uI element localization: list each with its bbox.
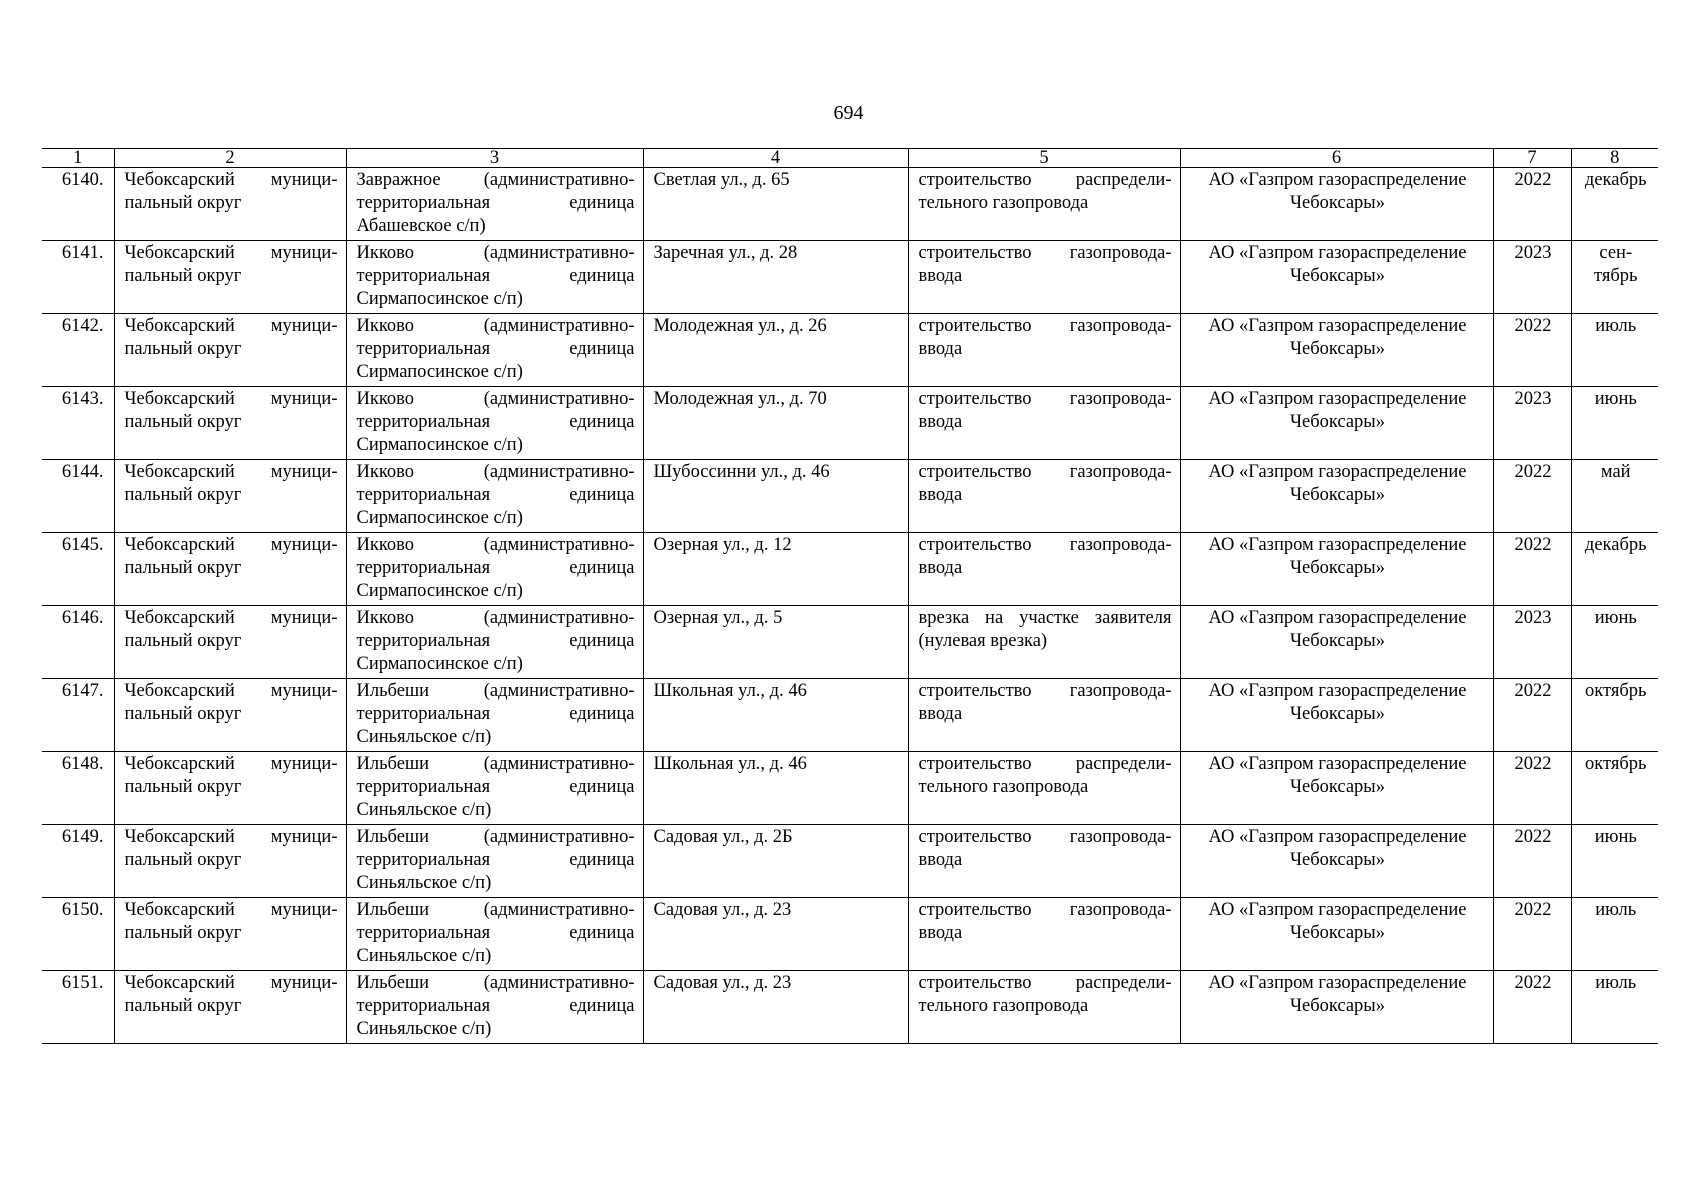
district-cell: Чебоксарский муници-пальный округ	[114, 752, 346, 825]
column-number-row	[42, 149, 1658, 168]
row-number-cell: 6141.	[42, 241, 114, 314]
table-row	[42, 387, 1658, 460]
district-cell: Чебоксарский муници-пальный округ	[114, 898, 346, 971]
row-number-cell: 6145.	[42, 533, 114, 606]
row-number-cell: 6149.	[42, 825, 114, 898]
work-type-cell: строительство газопровода-ввода	[908, 679, 1180, 752]
year-cell: 2023	[1493, 241, 1571, 314]
year-cell: 2022	[1493, 314, 1571, 387]
address-cell: Озерная ул., д. 5	[643, 606, 908, 679]
district-cell: Чебоксарский муници-пальный округ	[114, 533, 346, 606]
work-type-cell: строительство газопровода-ввода	[908, 898, 1180, 971]
month-cell: декабрь	[1571, 168, 1658, 241]
district-cell: Чебоксарский муници-пальный округ	[114, 460, 346, 533]
table-row	[42, 533, 1658, 606]
column-number: 7	[1493, 149, 1571, 168]
address-cell: Садовая ул., д. 23	[643, 971, 908, 1044]
table-row	[42, 898, 1658, 971]
settlement-cell: Икково (административно-территориальная единица Сирмапосинское с/п)	[346, 460, 643, 533]
column-number: 5	[908, 149, 1180, 168]
work-type-cell: строительство распредели-тельного газопровода	[908, 752, 1180, 825]
organization-cell: АО «Газпром газораспределение Чебоксары»	[1180, 387, 1493, 460]
organization-cell: АО «Газпром газораспределение Чебоксары»	[1180, 679, 1493, 752]
column-number: 3	[346, 149, 643, 168]
settlement-cell: Икково (административно-территориальная единица Сирмапосинское с/п)	[346, 314, 643, 387]
row-number-cell: 6146.	[42, 606, 114, 679]
month-cell: июнь	[1571, 606, 1658, 679]
district-cell: Чебоксарский муници-пальный округ	[114, 387, 346, 460]
row-number-cell: 6142.	[42, 314, 114, 387]
organization-cell: АО «Газпром газораспределение Чебоксары»	[1180, 314, 1493, 387]
district-cell: Чебоксарский муници-пальный округ	[114, 971, 346, 1044]
settlement-cell: Икково (административно-территориальная единица Сирмапосинское с/п)	[346, 241, 643, 314]
year-cell: 2023	[1493, 606, 1571, 679]
month-cell: июль	[1571, 898, 1658, 971]
page-number: 694	[833, 102, 864, 124]
address-cell: Школьная ул., д. 46	[643, 752, 908, 825]
district-cell: Чебоксарский муници-пальный округ	[114, 606, 346, 679]
table-row	[42, 752, 1658, 825]
organization-cell: АО «Газпром газораспределение Чебоксары»	[1180, 825, 1493, 898]
district-cell: Чебоксарский муници-пальный округ	[114, 679, 346, 752]
work-type-cell: строительство распредели-тельного газопровода	[908, 971, 1180, 1044]
address-cell: Шубоссинни ул., д. 46	[643, 460, 908, 533]
month-cell: июль	[1571, 971, 1658, 1044]
register-table	[42, 148, 1658, 1044]
row-number-cell: 6143.	[42, 387, 114, 460]
organization-cell: АО «Газпром газораспределение Чебоксары»	[1180, 971, 1493, 1044]
address-cell: Светлая ул., д. 65	[643, 168, 908, 241]
address-cell: Озерная ул., д. 12	[643, 533, 908, 606]
month-cell: сен-тябрь	[1571, 241, 1658, 314]
address-cell: Садовая ул., д. 2Б	[643, 825, 908, 898]
month-cell: июнь	[1571, 387, 1658, 460]
row-number-cell: 6147.	[42, 679, 114, 752]
year-cell: 2022	[1493, 679, 1571, 752]
district-cell: Чебоксарский муници-пальный округ	[114, 241, 346, 314]
row-number-cell: 6148.	[42, 752, 114, 825]
row-number-cell: 6140.	[42, 168, 114, 241]
settlement-cell: Ильбеши (административно-территориальная единица Синьяльское с/п)	[346, 825, 643, 898]
address-cell: Молодежная ул., д. 70	[643, 387, 908, 460]
table-row	[42, 241, 1658, 314]
address-cell: Садовая ул., д. 23	[643, 898, 908, 971]
organization-cell: АО «Газпром газораспределение Чебоксары»	[1180, 241, 1493, 314]
column-number: 2	[114, 149, 346, 168]
address-cell: Школьная ул., д. 46	[643, 679, 908, 752]
table-row	[42, 460, 1658, 533]
work-type-cell: строительство газопровода-ввода	[908, 387, 1180, 460]
row-number-cell: 6144.	[42, 460, 114, 533]
row-number-cell: 6150.	[42, 898, 114, 971]
year-cell: 2023	[1493, 387, 1571, 460]
organization-cell: АО «Газпром газораспределение Чебоксары»	[1180, 533, 1493, 606]
organization-cell: АО «Газпром газораспределение Чебоксары»	[1180, 460, 1493, 533]
settlement-cell: Икково (административно-территориальная единица Сирмапосинское с/п)	[346, 606, 643, 679]
district-cell: Чебоксарский муници-пальный округ	[114, 314, 346, 387]
month-cell: июль	[1571, 314, 1658, 387]
organization-cell: АО «Газпром газораспределение Чебоксары»	[1180, 168, 1493, 241]
work-type-cell: строительство распредели-тельного газопровода	[908, 168, 1180, 241]
work-type-cell: врезка на участке заявителя (нулевая врезка)	[908, 606, 1180, 679]
address-cell: Молодежная ул., д. 26	[643, 314, 908, 387]
month-cell: июнь	[1571, 825, 1658, 898]
month-cell: октябрь	[1571, 752, 1658, 825]
column-number: 1	[42, 149, 114, 168]
organization-cell: АО «Газпром газораспределение Чебоксары»	[1180, 898, 1493, 971]
settlement-cell: Ильбеши (административно-территориальная единица Синьяльское с/п)	[346, 679, 643, 752]
year-cell: 2022	[1493, 168, 1571, 241]
table-row	[42, 679, 1658, 752]
table-row	[42, 825, 1658, 898]
table-row	[42, 314, 1658, 387]
settlement-cell: Ильбеши (административно-территориальная единица Синьяльское с/п)	[346, 971, 643, 1044]
work-type-cell: строительство газопровода-ввода	[908, 460, 1180, 533]
year-cell: 2022	[1493, 825, 1571, 898]
year-cell: 2022	[1493, 971, 1571, 1044]
settlement-cell: Икково (административно-территориальная единица Сирмапосинское с/п)	[346, 533, 643, 606]
month-cell: октябрь	[1571, 679, 1658, 752]
work-type-cell: строительство газопровода-ввода	[908, 241, 1180, 314]
work-type-cell: строительство газопровода-ввода	[908, 533, 1180, 606]
settlement-cell: Завражное (административно-территориальная единица Абашевское с/п)	[346, 168, 643, 241]
month-cell: май	[1571, 460, 1658, 533]
row-number-cell: 6151.	[42, 971, 114, 1044]
table-row	[42, 606, 1658, 679]
work-type-cell: строительство газопровода-ввода	[908, 314, 1180, 387]
year-cell: 2022	[1493, 752, 1571, 825]
year-cell: 2022	[1493, 533, 1571, 606]
work-type-cell: строительство газопровода-ввода	[908, 825, 1180, 898]
column-number: 8	[1571, 149, 1658, 168]
district-cell: Чебоксарский муници-пальный округ	[114, 168, 346, 241]
year-cell: 2022	[1493, 460, 1571, 533]
district-cell: Чебоксарский муници-пальный округ	[114, 825, 346, 898]
column-number: 4	[643, 149, 908, 168]
address-cell: Заречная ул., д. 28	[643, 241, 908, 314]
month-cell: декабрь	[1571, 533, 1658, 606]
settlement-cell: Икково (административно-территориальная единица Сирмапосинское с/п)	[346, 387, 643, 460]
table-row	[42, 168, 1658, 241]
organization-cell: АО «Газпром газораспределение Чебоксары»	[1180, 752, 1493, 825]
year-cell: 2022	[1493, 898, 1571, 971]
column-number: 6	[1180, 149, 1493, 168]
table-row	[42, 971, 1658, 1044]
settlement-cell: Ильбеши (административно-территориальная единица Синьяльское с/п)	[346, 898, 643, 971]
settlement-cell: Ильбеши (административно-территориальная единица Синьяльское с/п)	[346, 752, 643, 825]
organization-cell: АО «Газпром газораспределение Чебоксары»	[1180, 606, 1493, 679]
